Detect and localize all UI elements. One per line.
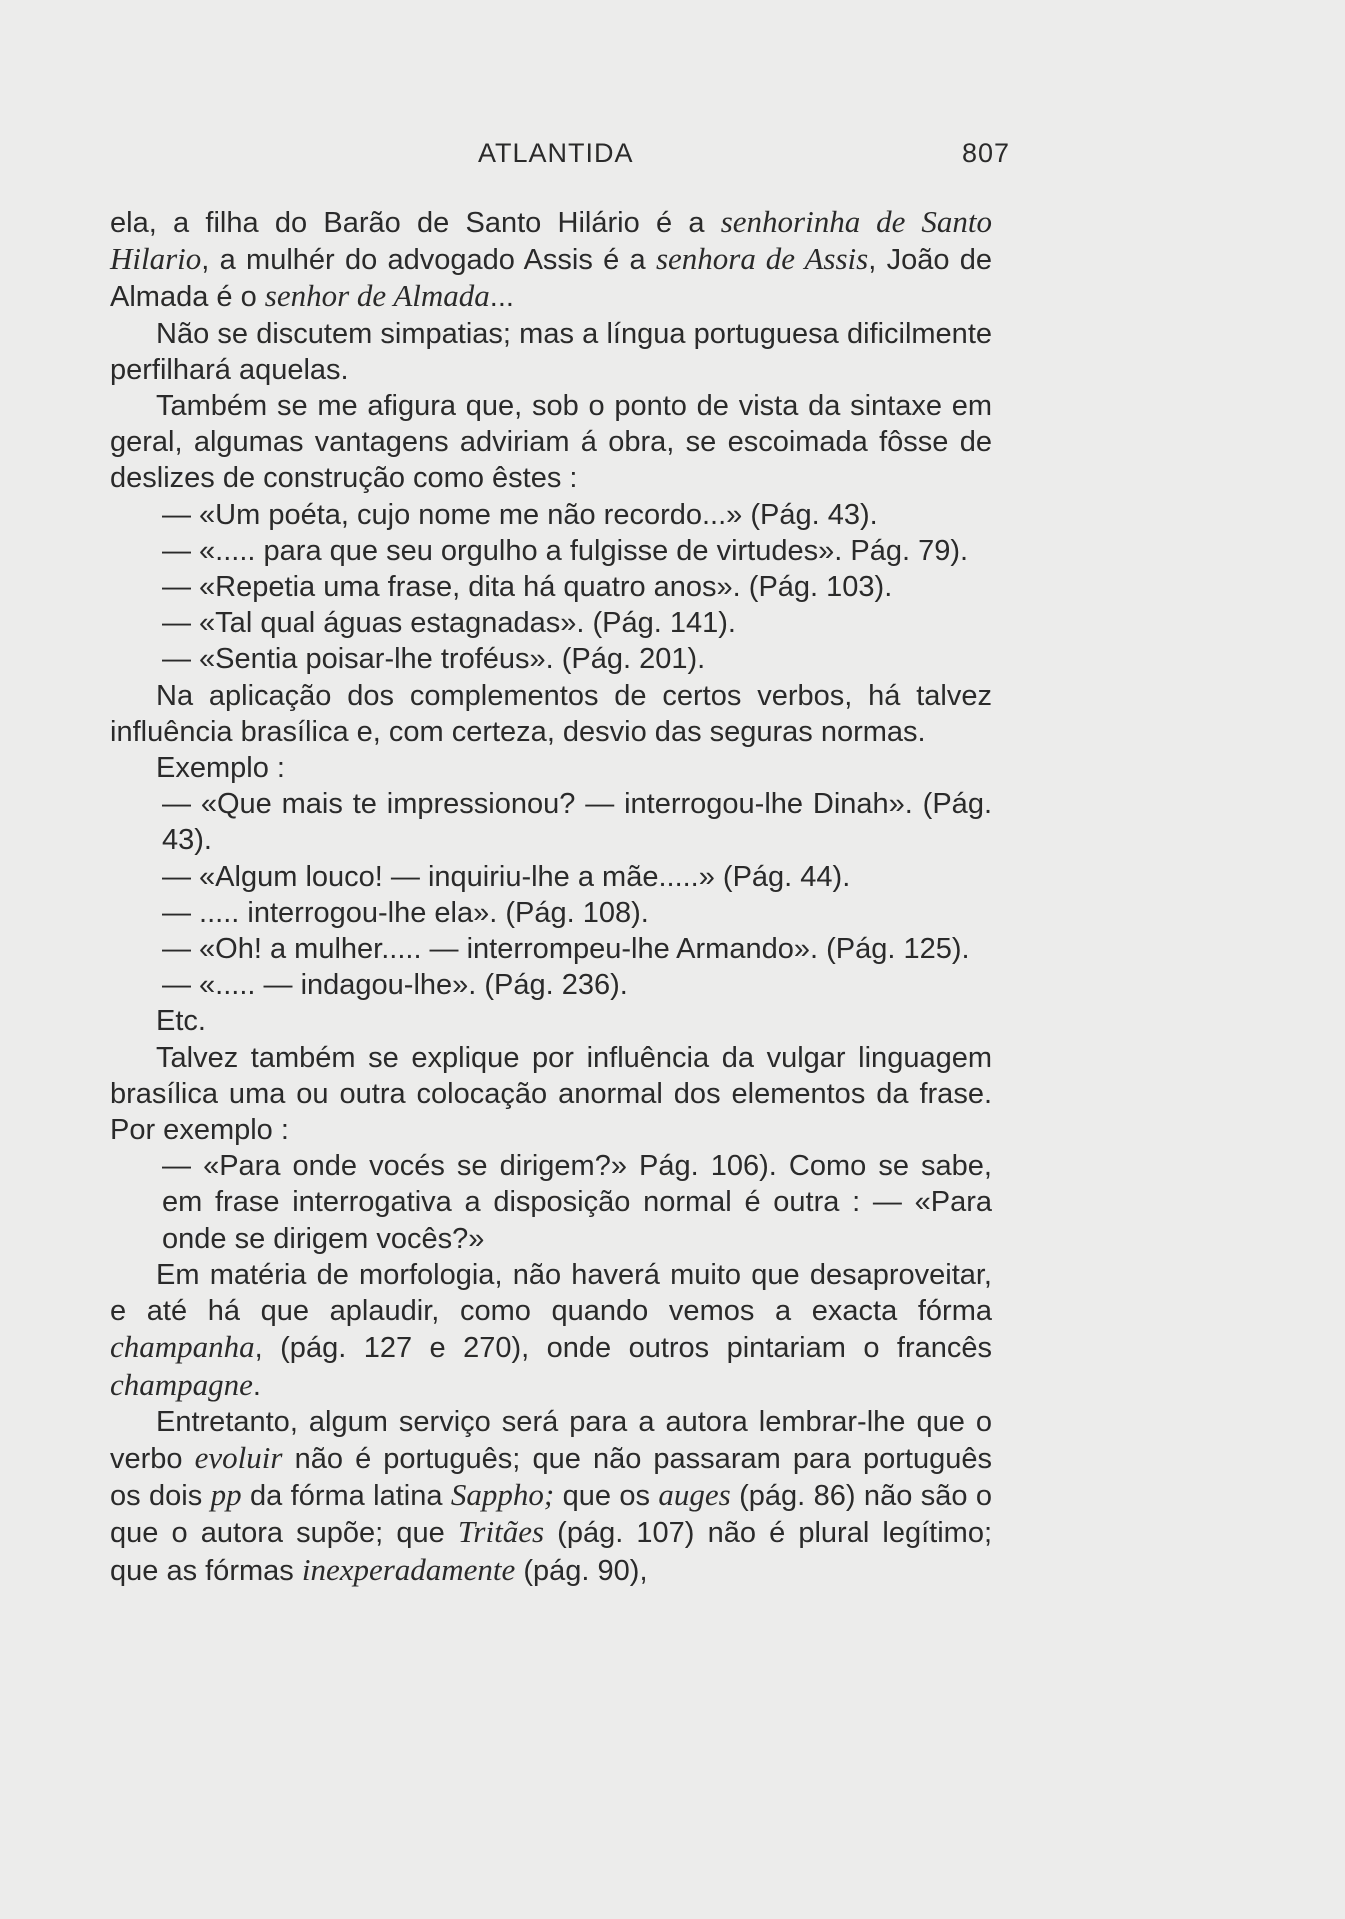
example-quote: — «Tal qual águas estagnadas». (Pág. 141). [162, 607, 736, 640]
example-quote: — «Que mais te impressionou? — interrogou-lhe Dinah». (Pág. 43). [162, 788, 992, 857]
example-quote: — «..... para que seu orgulho a fulgisse de virtudes». Pág. 79). [162, 534, 969, 567]
running-title: ATLANTIDA [478, 138, 634, 168]
paragraph: Em matéria de morfologia, não haverá muito que desaproveitar, e até há que aplaudir, como quando vemos a exacta fórma champanha, (pág. 127 e 270), onde outros pintariam o francês champagne. [110, 1258, 992, 1402]
example-quote: — «Sentia poisar-lhe troféus». (Pág. 201). [162, 643, 706, 676]
page-number: 807 [962, 138, 1011, 168]
paragraph: Exemplo : [156, 752, 285, 785]
paragraph: Não se discutem simpatias; mas a língua portuguesa dificilmente perfilhará aquelas. [110, 317, 992, 386]
example-quote: — «Oh! a mulher..... — interrompeu-lhe Armando». (Pág. 125). [162, 933, 970, 966]
paragraph: Etc. [156, 1005, 206, 1038]
running-head [0, 138, 1345, 178]
example-quote: — ..... interrogou-lhe ela». (Pág. 108). [162, 896, 649, 929]
body-text [110, 204, 992, 1589]
paragraph: Entretanto, algum serviço será para a autora lembrar-lhe que o verbo evoluir não é português; que não passaram para português os dois pp da fórma latina Sappho; que os auges (pág. 86) não são o que o autora supõe; que Tritães (pág. 107) não é plural legítimo; que as fórmas inexperadamente (pág. 90), [110, 1405, 993, 1587]
example-quote: — «..... — indagou-lhe». (Pág. 236). [162, 969, 628, 1002]
paragraph: Também se me afigura que, sob o ponto de vista da sintaxe em geral, algumas vantagens adviriam á obra, se escoimada fôsse de deslizes de construção como êstes : [110, 390, 992, 495]
paragraph: Na aplicação dos complementos de certos verbos, há talvez influência brasílica e, com certeza, desvio das seguras normas. [110, 679, 992, 748]
example-quote: — «Algum louco! — inquiriu-lhe a mãe.....» (Pág. 44). [162, 860, 851, 893]
example-quote: — «Para onde vocés se dirigem?» Pág. 106). Como se sabe, em frase interrogativa a disposição normal é outra : — «Para onde se dirigem vocês?» [162, 1150, 992, 1255]
example-quote: — «Um poéta, cujo nome me não recordo...» (Pág. 43). [162, 498, 878, 531]
paragraph: ela, a filha do Barão de Santo Hilário é a senhorinha de Santo Hilario, a mulhér do advogado Assis é a senhora de Assis, João de Almada é o senhor de Almada... [110, 204, 992, 314]
paragraph: Talvez também se explique por influência da vulgar linguagem brasílica uma ou outra colocação anormal dos elementos da frase. Por exemplo : [110, 1041, 992, 1147]
example-quote: — «Repetia uma frase, dita há quatro anos». (Pág. 103). [162, 571, 893, 604]
